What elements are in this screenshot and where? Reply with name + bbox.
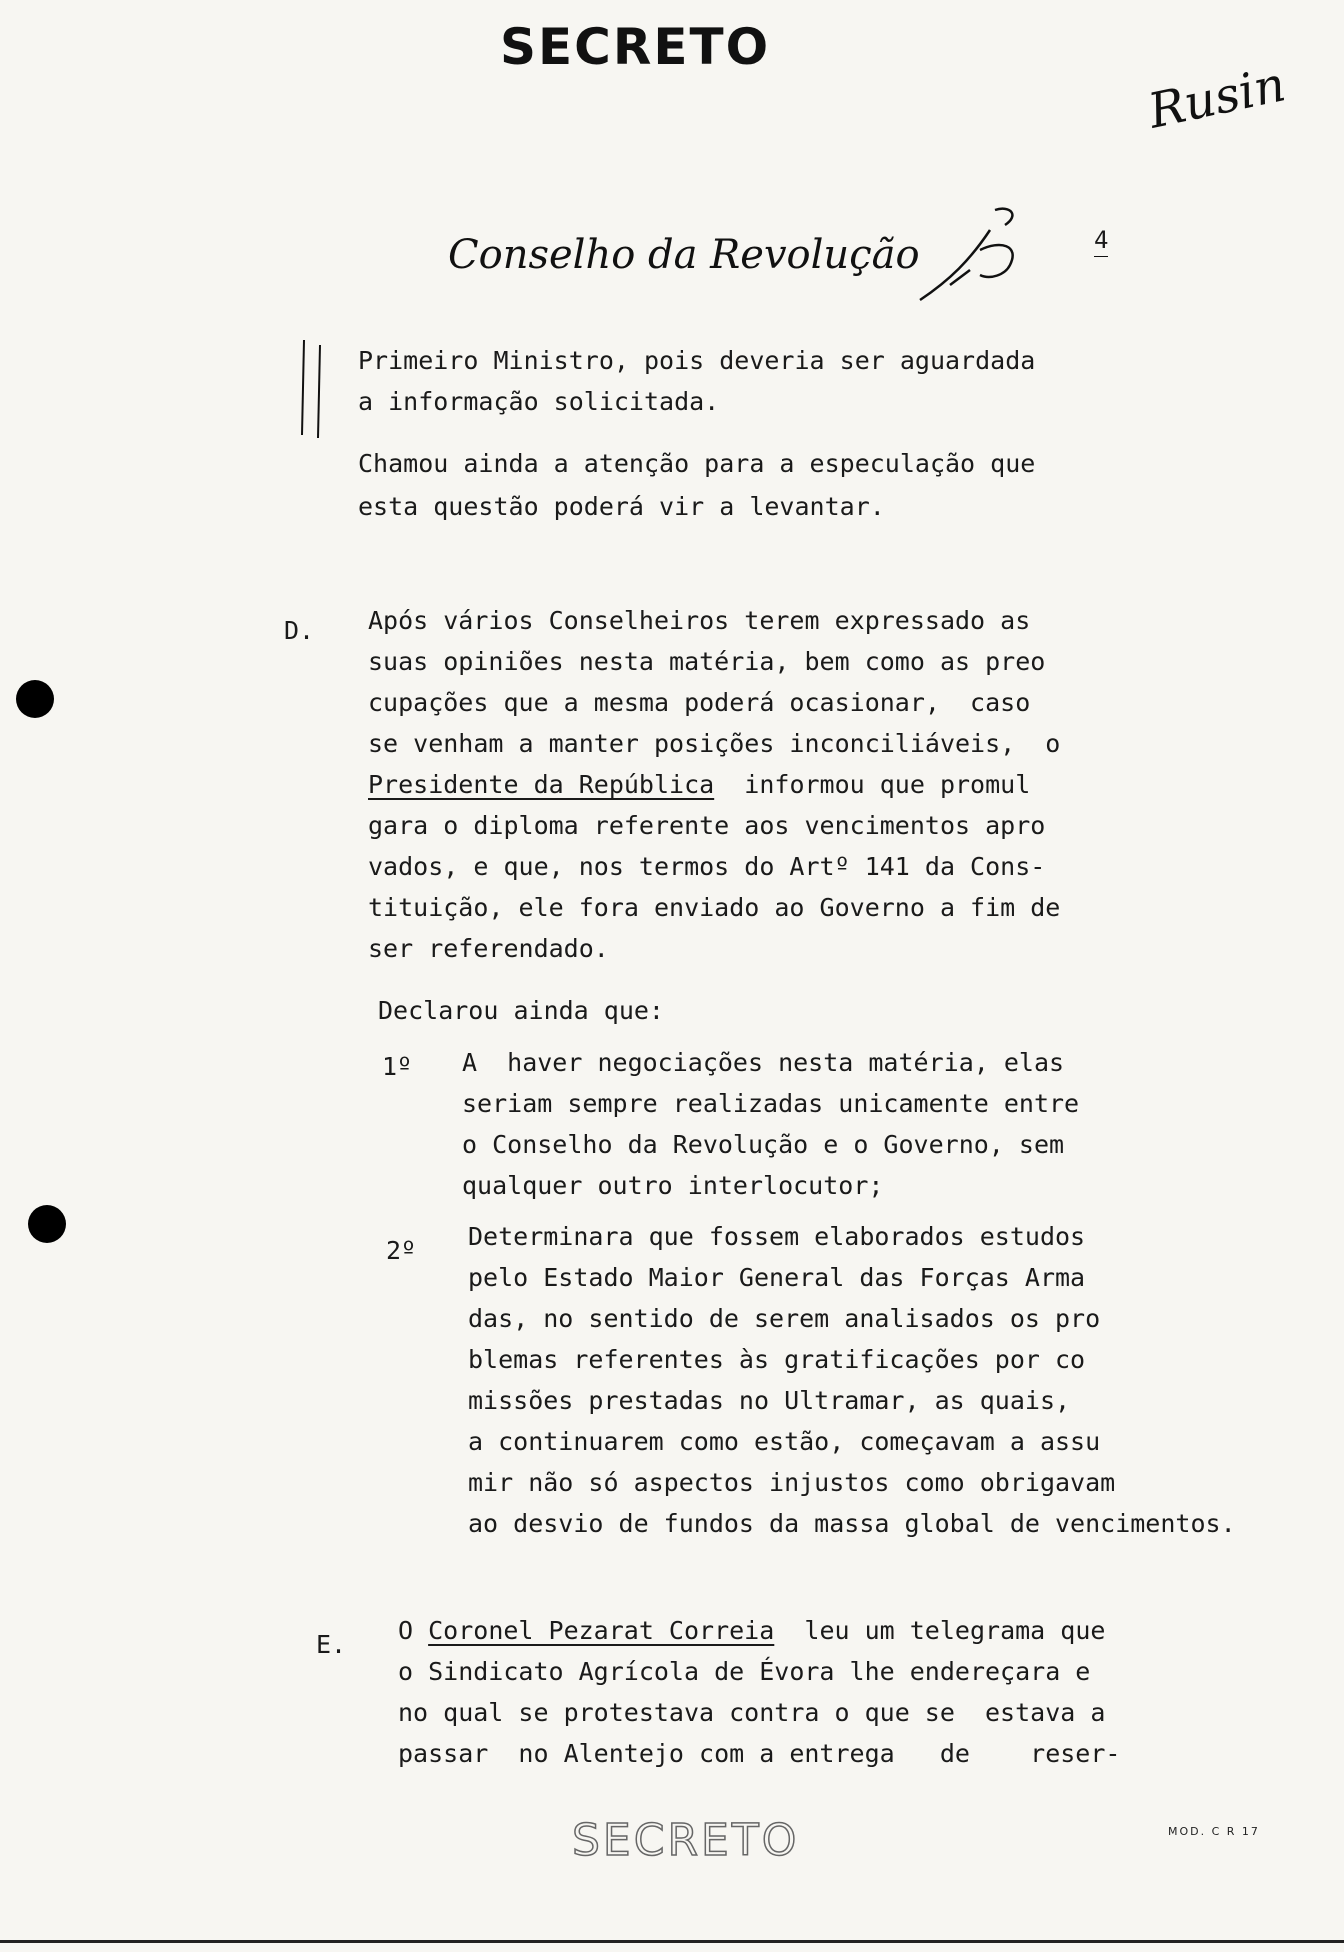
form-code: MOD. C R 17 — [1168, 1825, 1260, 1838]
section-d-letter: D. — [284, 616, 315, 645]
classification-stamp-top: SECRETO — [500, 18, 771, 76]
page-number: 4 — [1094, 226, 1108, 257]
president-name: Presidente da República — [368, 770, 715, 799]
punch-hole — [16, 680, 54, 718]
text-line: das, no sentido de serem analisados os pro — [468, 1304, 1101, 1333]
item-2-number: 2º — [386, 1236, 417, 1265]
section-d-paragraph — [368, 600, 1060, 969]
item-2-text — [468, 1216, 1236, 1544]
item-1-text — [462, 1042, 1079, 1206]
bottom-edge-line — [0, 1940, 1344, 1943]
text-line — [368, 764, 1060, 805]
text-line: blemas referentes às gratificações por co — [468, 1345, 1086, 1374]
text-line: Chamou ainda a atenção para a especulação que — [358, 449, 1036, 478]
item-1-number: 1º — [382, 1052, 413, 1081]
person-name: Coronel Pezarat Correia — [428, 1616, 775, 1645]
attention-paragraph — [358, 442, 1035, 528]
section-e-paragraph — [398, 1610, 1120, 1774]
declared-line — [378, 990, 664, 1031]
text-fragment: O — [398, 1616, 429, 1645]
text-line: no qual se protestava contra o que se estava a — [398, 1698, 1106, 1727]
text-line: A haver negociações nesta matéria, elas — [462, 1048, 1065, 1077]
text-line: missões prestadas no Ultramar, as quais, — [468, 1386, 1071, 1415]
classification-stamp-bottom: SECRETO — [572, 1815, 800, 1866]
text-line: a continuarem como estão, começavam a assu — [468, 1427, 1101, 1456]
text-line: Determinara que fossem elaborados estudos — [468, 1222, 1086, 1251]
punch-hole — [28, 1205, 66, 1243]
text-line: suas opiniões nesta matéria, bem como as preo — [368, 647, 1046, 676]
text-fragment: informou que promul — [714, 770, 1031, 799]
text-line: Após vários Conselheiros terem expressado as — [368, 606, 1031, 635]
text-line: Declarou ainda que: — [378, 996, 664, 1025]
margin-mark — [298, 340, 328, 440]
handwritten-signature — [910, 190, 1040, 310]
section-e-letter: E. — [316, 1630, 347, 1659]
text-line: ao desvio de fundos da massa global de vencimentos. — [468, 1509, 1236, 1538]
text-line: pelo Estado Maior General das Forças Arma — [468, 1263, 1086, 1292]
handwritten-initials: Rusin — [1143, 56, 1291, 140]
text-line: cupações que a mesma poderá ocasionar, caso — [368, 688, 1031, 717]
text-line: o Conselho da Revolução e o Governo, sem — [462, 1130, 1065, 1159]
text-line: qualquer outro interlocutor; — [462, 1171, 884, 1200]
text-line: Primeiro Ministro, pois deveria ser aguardada — [358, 346, 1036, 375]
text-line: ser referendado. — [368, 934, 609, 963]
text-line: a informação solicitada. — [358, 387, 720, 416]
text-line: mir não só aspectos injustos como obrigavam — [468, 1468, 1116, 1497]
text-line: esta questão poderá vir a levantar. — [358, 492, 885, 521]
text-line: vados, e que, nos termos do Artº 141 da Cons- — [368, 852, 1046, 881]
text-line: gara o diploma referente aos vencimentos apro — [368, 811, 1046, 840]
text-line: o Sindicato Agrícola de Évora lhe endereçara e — [398, 1657, 1091, 1686]
text-line — [398, 1610, 1120, 1651]
letterhead: Conselho da Revolução — [448, 232, 920, 278]
text-line: tituição, ele fora enviado ao Governo a fim de — [368, 893, 1061, 922]
text-line: seriam sempre realizadas unicamente entre — [462, 1089, 1080, 1118]
continuation-paragraph — [358, 340, 1035, 422]
text-fragment: leu um telegrama que — [774, 1616, 1106, 1645]
text-line: se venham a manter posições inconciliáveis, o — [368, 729, 1061, 758]
text-line: passar no Alentejo com a entrega de reser- — [398, 1739, 1121, 1768]
